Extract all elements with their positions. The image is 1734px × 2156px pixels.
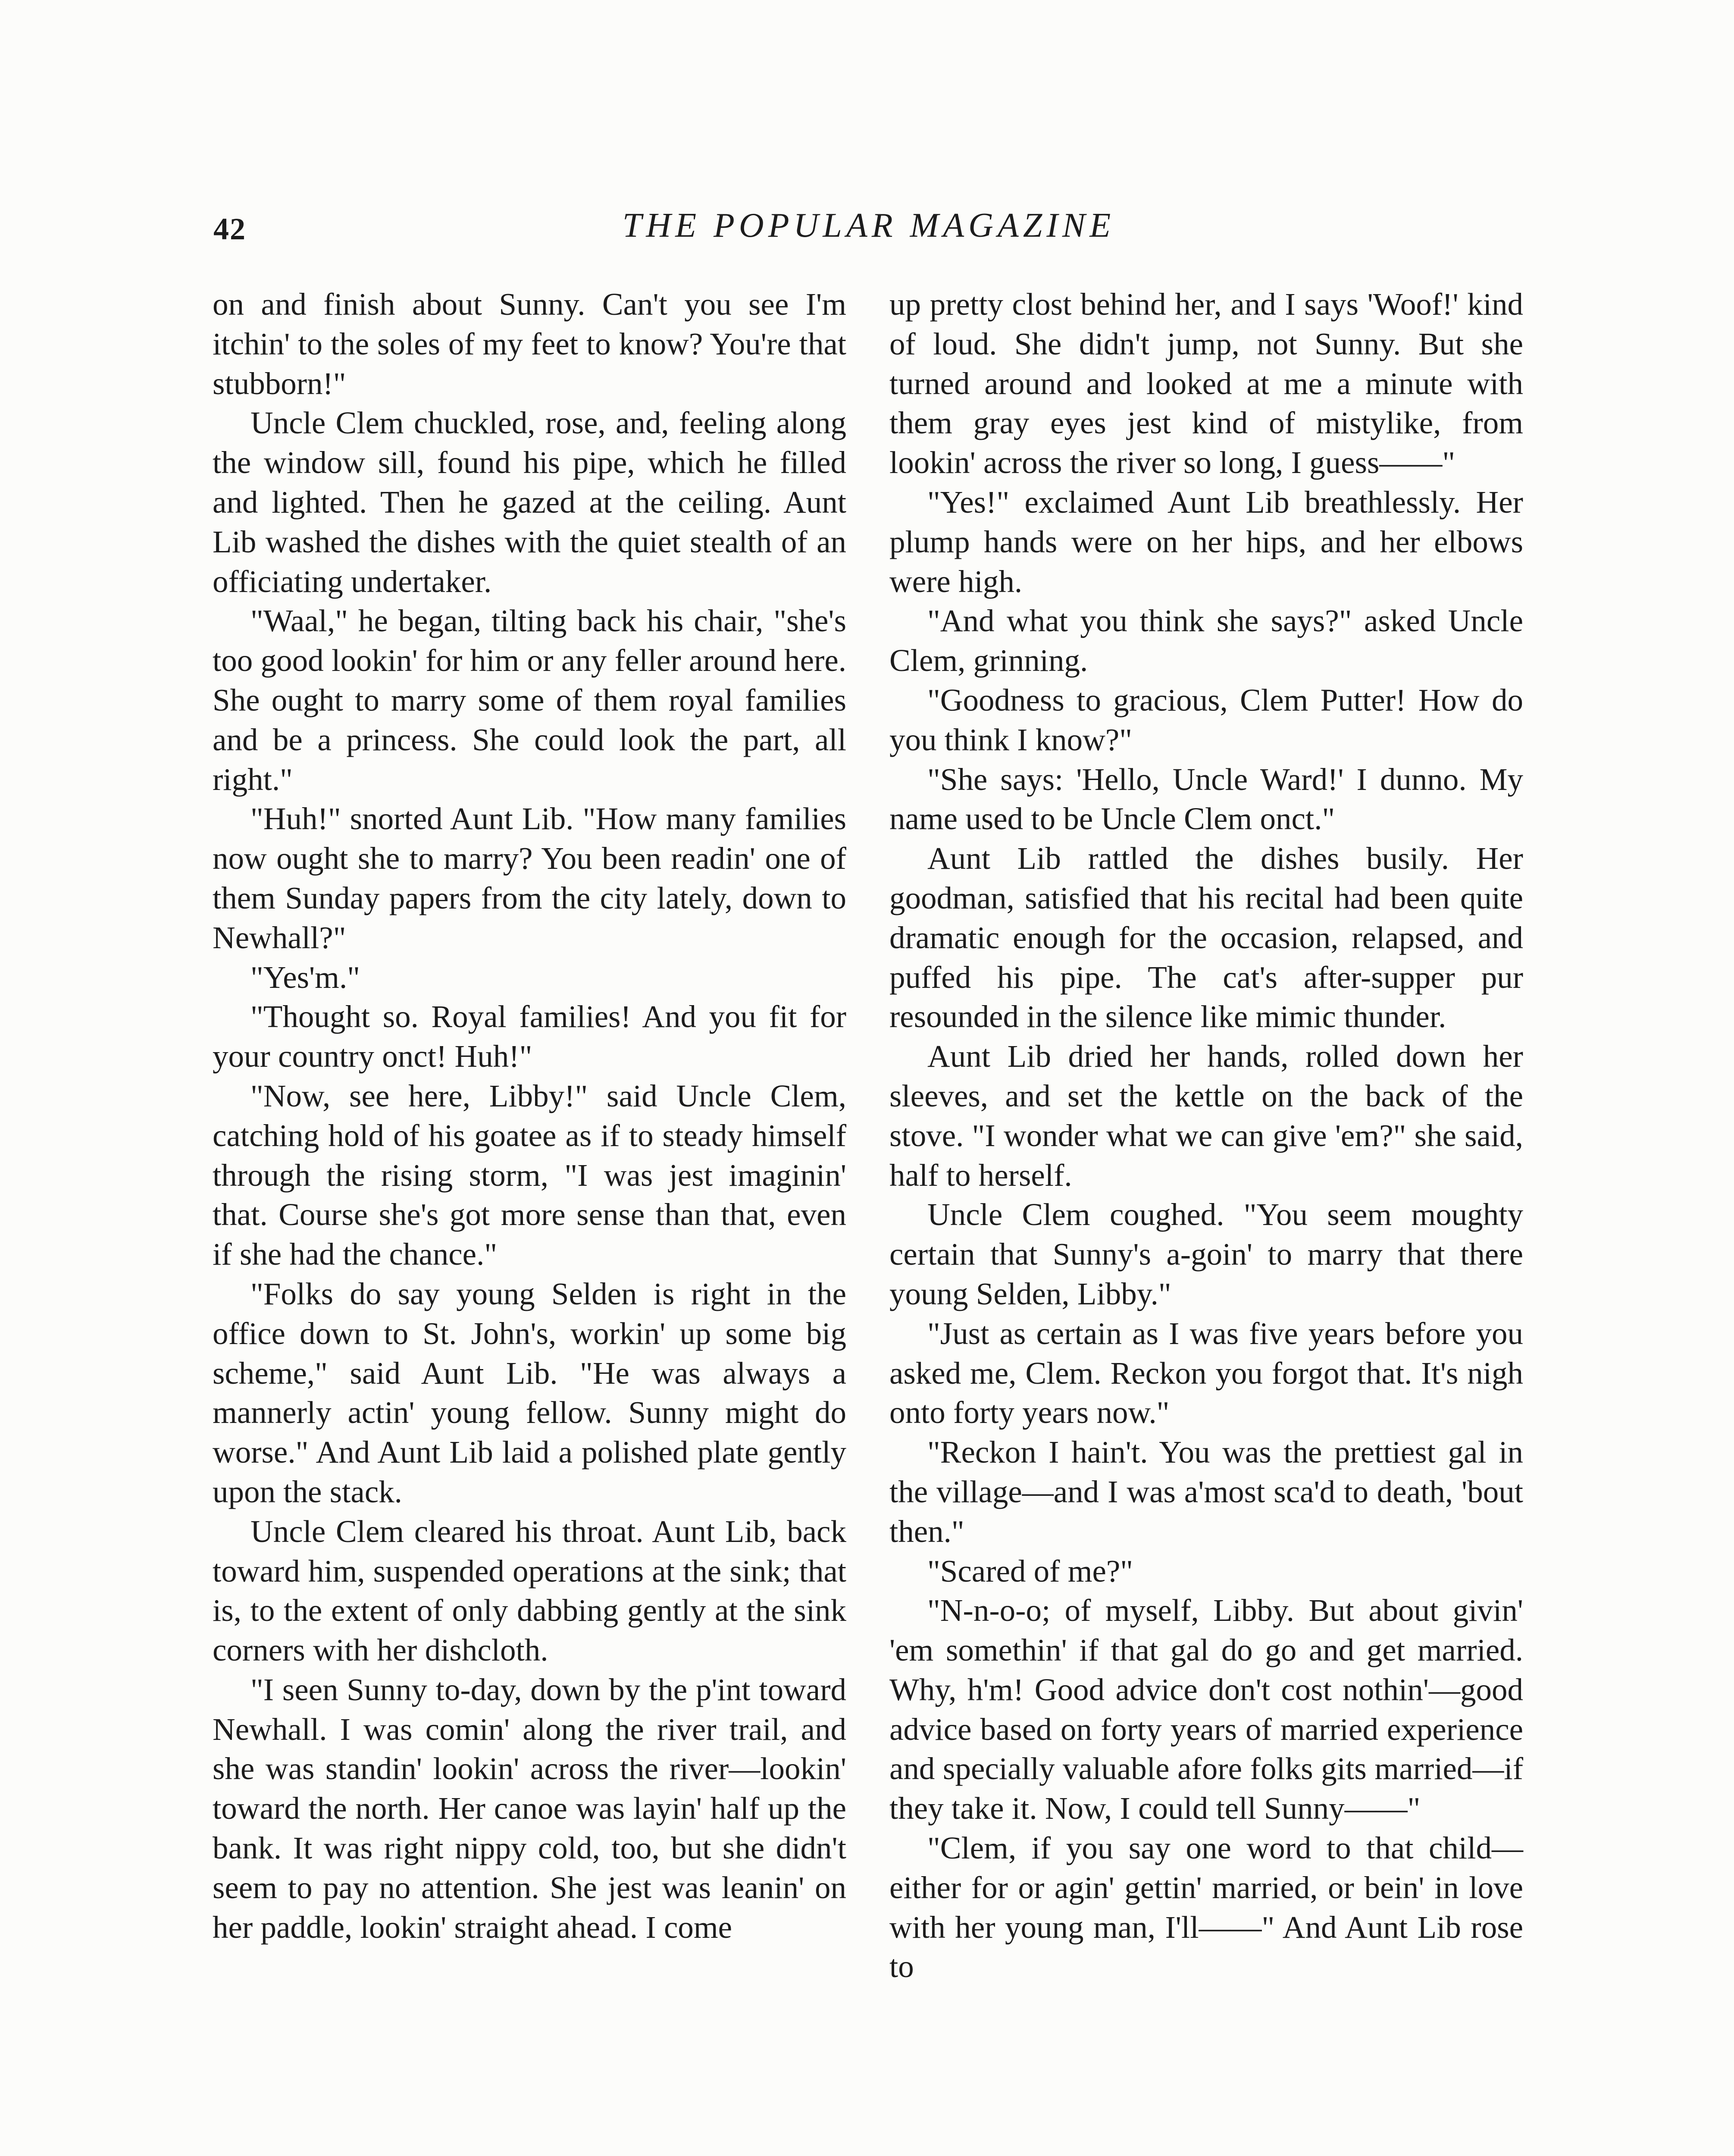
paragraph: Uncle Clem chuckled, rose, and, feeling along the window sill, found his pipe, which he filled and lighted. Then he gazed at the ceiling. Aunt Lib washed the dishes with the quiet stealth of an officiating undertaker.	[213, 405, 846, 599]
paragraph: Uncle Clem coughed. "You seem moughty certain that Sunny's a-goin' to marry that there young Selden, Libby."	[889, 1197, 1523, 1311]
running-title: THE POPULAR MAGAZINE	[622, 207, 1115, 244]
paragraph: "N-n-o-o; of myself, Libby. But about givin' 'em somethin' if that gal do go and get married. Why, h'm! Good advice don't cost nothin'—good advice based on forty years of married experience and specially valuable afore folks gits married—if they take it. Now, I could tell Sunny——"	[889, 1593, 1523, 1826]
paragraph: "Folks do say young Selden is right in the office down to St. John's, workin' up some big scheme," said Aunt Lib. "He was always a mannerly actin' young fellow. Sunny might do worse." And Aunt Lib laid a polished plate gently upon the stack.	[213, 1276, 846, 1509]
left-column	[213, 285, 846, 1947]
paragraph: Aunt Lib dried her hands, rolled down her sleeves, and set the kettle on the back of the stove. "I wonder what we can give 'em?" she said, half to herself.	[889, 1039, 1523, 1193]
page-number: 42	[213, 212, 246, 246]
paragraph: "She says: 'Hello, Uncle Ward!' I dunno. My name used to be Uncle Clem onct."	[889, 761, 1523, 837]
paragraph: "Waal," he began, tilting back his chair, "she's too good lookin' for him or any feller around here. She ought to marry some of them royal families and be a princess. She could look the part, all right."	[213, 603, 846, 797]
paragraph: "Goodness to gracious, Clem Putter! How do you think I know?"	[889, 682, 1523, 757]
paragraph: "Thought so. Royal families! And you fit for your country onct! Huh!"	[213, 999, 846, 1074]
paragraph: "Huh!" snorted Aunt Lib. "How many families now ought she to marry? You been readin' one of them Sunday papers from the city lately, down to Newhall?"	[213, 801, 846, 955]
paragraph: Aunt Lib rattled the dishes busily. Her goodman, satisfied that his recital had been quite dramatic enough for the occasion, relapsed, and puffed his pipe. The cat's after-supper pur resounded in the silence like mimic thunder.	[889, 841, 1523, 1034]
paragraph: "Clem, if you say one word to that child—either for or agin' gettin' married, or bein' in love with her young man, I'll——" And Aunt Lib rose to	[889, 1830, 1523, 1984]
paragraph: "Now, see here, Libby!" said Uncle Clem, catching hold of his goatee as if to steady himself through the rising storm, "I was jest imaginin' that. Course she's got more sense than that, even if she had the chance."	[213, 1078, 846, 1272]
paragraph: "Scared of me?"	[927, 1553, 1133, 1589]
paragraph: "Just as certain as I was five years before you asked me, Clem. Reckon you forgot that. It's nigh onto forty years now."	[889, 1316, 1523, 1430]
paragraph: "And what you think she says?" asked Uncle Clem, grinning.	[889, 603, 1523, 678]
paragraph: "Reckon I hain't. You was the prettiest gal in the village—and I was a'most sca'd to death, 'bout then."	[889, 1435, 1523, 1549]
right-column	[889, 285, 1523, 1987]
page-header	[213, 206, 1524, 254]
paragraph: on and finish about Sunny. Can't you see I'm itchin' to the soles of my feet to know? You're that stubborn!"	[213, 287, 846, 401]
paragraph: "Yes'm."	[250, 959, 360, 995]
paragraph: Uncle Clem cleared his throat. Aunt Lib, back toward him, suspended operations at the sink; that is, to the extent of only dabbing gently at the sink corners with her dishcloth.	[213, 1514, 846, 1668]
paragraph: "Yes!" exclaimed Aunt Lib breathlessly. Her plump hands were on her hips, and her elbows were high.	[889, 484, 1523, 599]
paragraph: up pretty clost behind her, and I says 'Woof!' kind of loud. She didn't jump, not Sunny. But she turned around and looked at me a minute with them gray eyes jest kind of mistylike, from lookin' across the river so long, I guess——"	[889, 287, 1523, 480]
paragraph: "I seen Sunny to-day, down by the p'int toward Newhall. I was comin' along the river trail, and she was standin' lookin' across the river—lookin' toward the north. Her canoe was layin' half up the bank. It was right nippy cold, too, but she didn't seem to pay no attention. She jest was leanin' on her paddle, lookin' straight ahead. I come	[213, 1672, 846, 1945]
